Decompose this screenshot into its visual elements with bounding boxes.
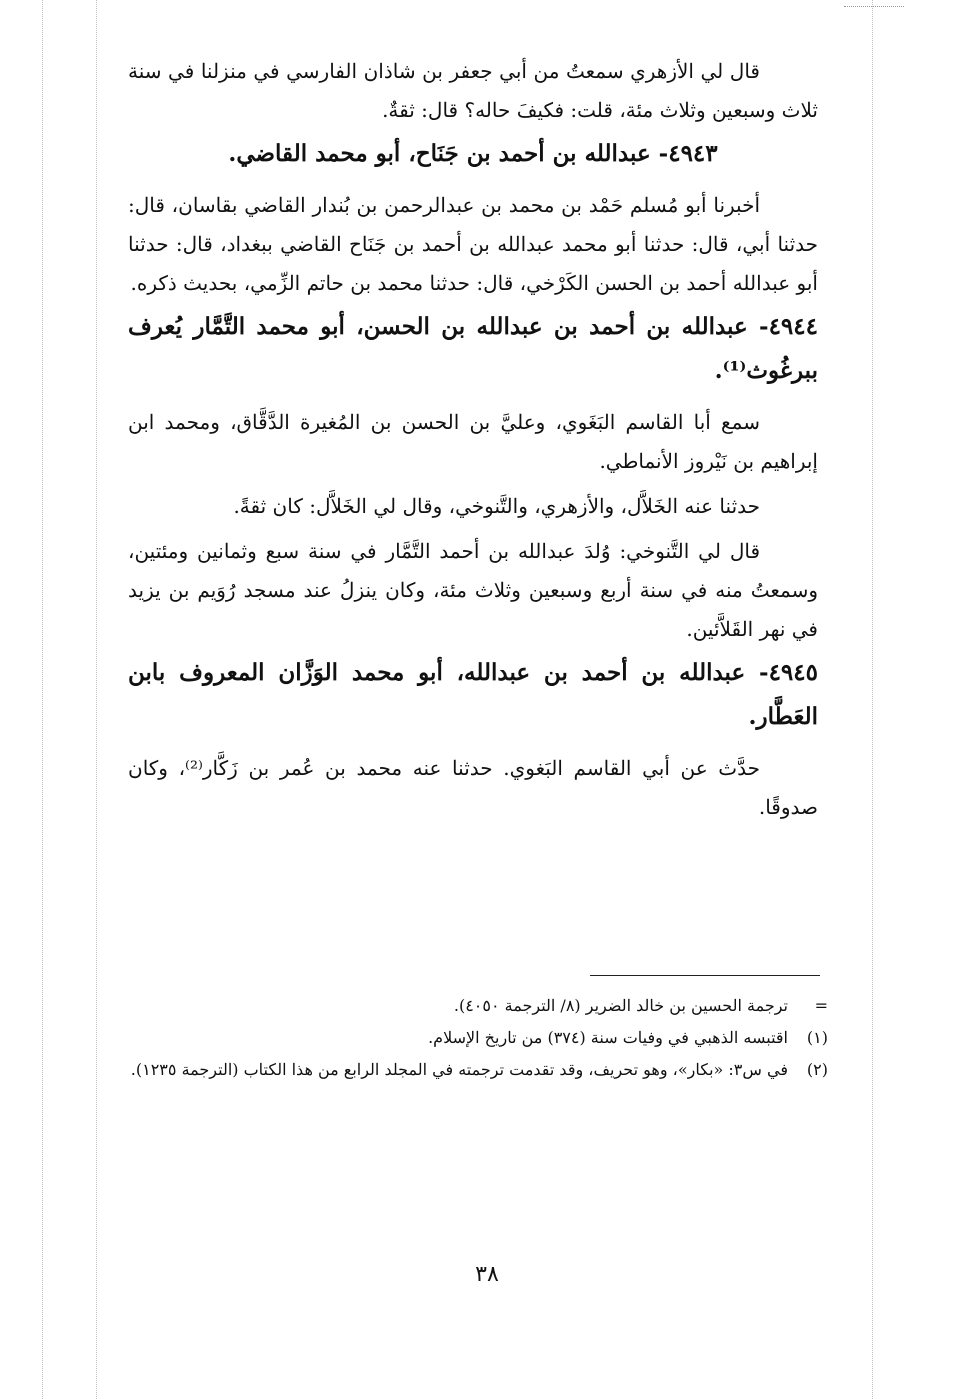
right-margin-guide: [872, 0, 873, 1399]
paragraph-haddathana-4944: حدثنا عنه الخَلاَّل، والأزهري، والتَّنوخي، وقال لي الخَلاَّل: كان ثقةً.: [233, 494, 760, 518]
footnote-mark: (٢): [806, 1060, 828, 1079]
paragraph-tanukhi-4944: قال لي التَّنوخي: وُلدَ عبدالله بن أحمد التَّمَّار في سنة سبع وثمانين ومئتين، وسمعتُ منه في سنة أربع وسبعين وثلاث مئة، وكان ينزلُ عند مسجد رُوَيم بن يزيد في نهر القَلاَّئين.: [128, 539, 818, 641]
main-text: [128, 52, 818, 827]
left-margin-guide-outer: [42, 0, 43, 1399]
footnotes: [128, 990, 828, 1086]
paragraph-isnad-4943: أخبرنا أبو مُسلم حَمْد بن محمد بن عبدالرحمن بن بُندار القاضي بقاسان، قال: حدثنا أبي، قال: حدثنا أبو محمد عبدالله بن أحمد بن جَنَاح القاضي ببغداد، قال: حدثنا أبو عبدالله أحمد بن الحسن الكَرْخي، قال: حدثنا محمد بن حاتم الزِّمي، بحديث ذكره.: [128, 193, 818, 295]
footnote-mark: (١): [806, 1028, 828, 1047]
footnote-text: اقتبسه الذهبي في وفيات سنة (٣٧٤) من تاريخ الإسلام.: [428, 1028, 788, 1047]
paragraph-sami-4944: سمع أبا القاسم البَغَوي، وعليَّ بن الحسن بن المُغيرة الدَّقَّاق، ومحمد ابن إبراهيم بن نَيْروز الأنماطي.: [128, 410, 818, 473]
footnote-text: في س٣: «بكار»، وهو تحريف، وقد تقدمت ترجمته في المجلد الرابع من هذا الكتاب (الترجمة ١٢٣٥).: [130, 1060, 788, 1079]
footnote-text: ترجمة الحسين بن خالد الضرير (٨/ الترجمة ٤٠٥٠).: [453, 996, 788, 1015]
footnote-mark: =: [814, 996, 828, 1015]
footnote-separator: [590, 975, 820, 976]
entry-heading-4945: ٤٩٤٥- عبدالله بن أحمد بن عبدالله، أبو محمد الوَزَّان المعروف بابن العَطَّار.: [128, 659, 818, 730]
footnote-2: [128, 1054, 828, 1086]
top-edge-dots: [844, 6, 904, 7]
paragraph-azhari: قال لي الأزهري سمعتُ من أبي جعفر بن شاذان الفارسي في منزلنا في سنة ثلاث وسبعين وثلاث مئة، قلت: فكيفَ حاله؟ قال: ثقةٌ.: [128, 59, 818, 122]
page-number: ٣٨: [475, 1262, 499, 1287]
footnote-continued: [128, 990, 828, 1022]
paragraph-haddatha-4945: حدَّث عن أبي القاسم البَغوي. حدثنا عنه محمد بن عُمر بن زَكَّار⁽²⁾، وكان صدوقًا.: [128, 756, 818, 819]
entry-heading-4944: ٤٩٤٤- عبدالله بن أحمد بن عبدالله بن الحسن، أبو محمد التَّمَّار يُعرف ببرغُوث⁽¹⁾.: [128, 313, 818, 384]
entry-heading-4943: ٤٩٤٣- عبدالله بن أحمد بن جَنَاح، أبو محمد القاضي.: [228, 140, 718, 167]
left-margin-guide: [96, 0, 97, 1399]
footnote-1: [128, 1022, 828, 1054]
